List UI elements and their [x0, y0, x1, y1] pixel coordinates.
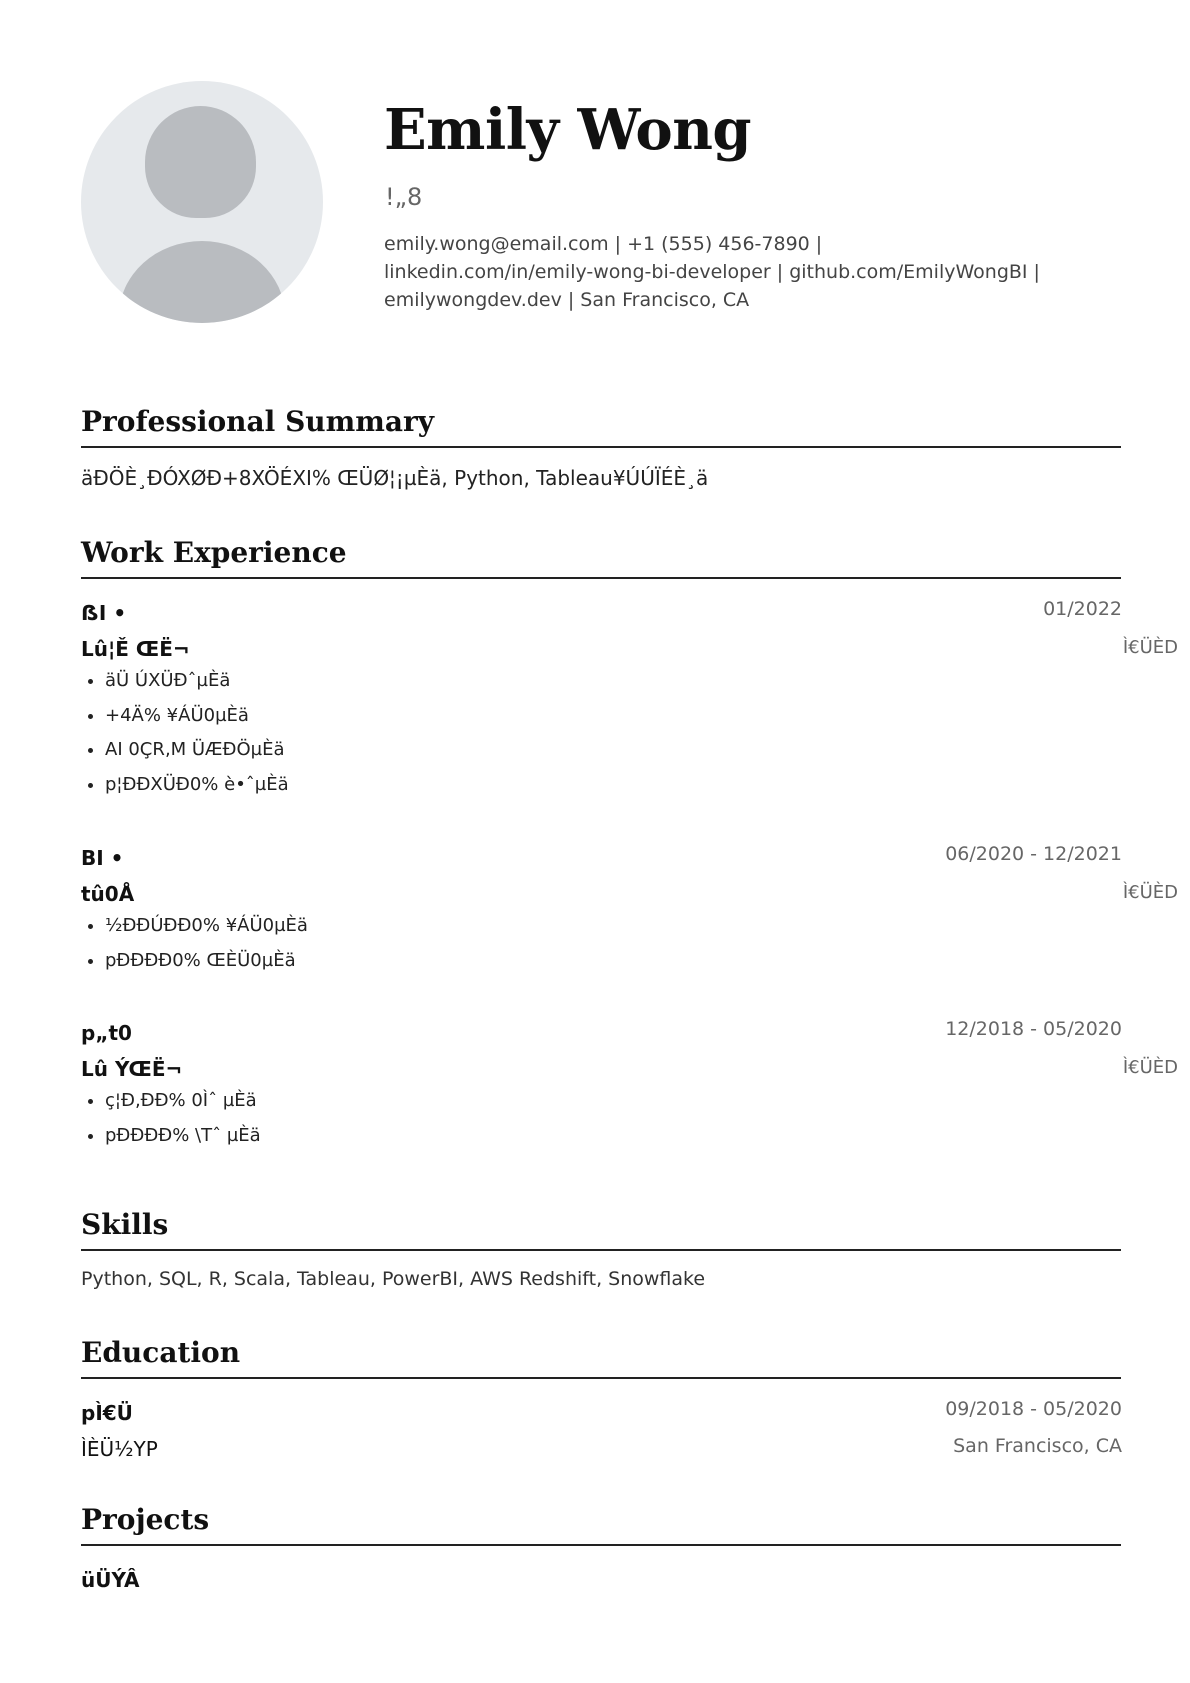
- section-title-projects: Projects: [81, 1502, 1121, 1546]
- job-date: 06/2020 - 12/2021: [945, 843, 1122, 865]
- contact-info: [384, 230, 1064, 314]
- avatar-head-shape: [145, 106, 256, 218]
- job-date: 12/2018 - 05/2020: [945, 1018, 1122, 1040]
- job-bullets: [81, 664, 289, 802]
- education-location: San Francisco, CA: [953, 1435, 1122, 1457]
- job-title: ẞI •: [81, 601, 127, 625]
- section-title-education: Education: [81, 1335, 1121, 1379]
- avatar: [81, 81, 323, 323]
- list-item: • ç¦Ð‚ÐÐ% 0Ìˆ µÈä: [105, 1084, 261, 1119]
- job-bullets: [81, 909, 308, 978]
- section-title-experience: Work Experience: [81, 535, 1121, 579]
- list-item: • pÐÐÐÐ% \Tˆ µÈä: [105, 1119, 261, 1154]
- job-title: BI •: [81, 846, 124, 870]
- contact-line: emilywongdev.dev | San Francisco, CA: [384, 289, 750, 311]
- education-date: 09/2018 - 05/2020: [945, 1398, 1122, 1420]
- education-degree: ÌÈÜ½YP: [81, 1437, 158, 1461]
- list-item: • pÐÐÐÐ0% ŒÈÜ0µÈä: [105, 944, 308, 979]
- job-location: Ì€ÜÈD: [1122, 882, 1178, 903]
- education-school: pÌ€Ü: [81, 1401, 133, 1425]
- contact-line: linkedin.com/in/emily-wong-bi-developer | github.com/EmilyWongBI |: [384, 261, 1040, 283]
- list-item: • ½ÐÐÚÐÐ0% ¥ÁÜ0µÈä: [105, 909, 308, 944]
- job-company: tû0Å: [81, 882, 135, 906]
- job-title: p„t0: [81, 1021, 132, 1045]
- list-item: • p¦ÐÐXÜÐ0% è•ˆµÈä: [105, 768, 289, 803]
- job-location: Ì€ÜÈD: [1122, 1057, 1178, 1078]
- job-date: 01/2022: [1043, 598, 1122, 620]
- skills-list: Python, SQL, R, Scala, Tableau, PowerBI, AWS Redshift, Snowflake: [81, 1268, 706, 1290]
- candidate-name: Emily Wong: [384, 97, 752, 163]
- section-title-summary: Professional Summary: [81, 404, 1121, 448]
- project-name: üÜÝÂ: [81, 1568, 140, 1592]
- job-location: Ì€ÜÈD: [1122, 637, 1178, 658]
- job-bullets: [81, 1084, 261, 1153]
- candidate-headline: !„8: [385, 183, 423, 211]
- summary-text: äÐÖÈ¸ÐÓXØÐ+8XÖÉXI% ŒÜØ¦¡µÈä, Python, Tableau¥ÚÚÏÉÈ¸ä: [81, 466, 709, 490]
- list-item: • äÜ ÚXÜÐˆµÈä: [105, 664, 289, 699]
- section-title-skills: Skills: [81, 1207, 1121, 1251]
- contact-line: emily.wong@email.com | +1 (555) 456-7890 |: [384, 233, 823, 255]
- job-company: Lû¦Ě ŒË¬: [81, 637, 190, 661]
- job-company: Lû ÝŒË¬: [81, 1057, 183, 1081]
- avatar-body-shape: [119, 241, 285, 323]
- list-item: • +4Ä% ¥ÁÜ0µÈä: [105, 699, 289, 734]
- list-item: • AI 0ÇR‚M ÜÆÐÖµÈä: [105, 733, 289, 768]
